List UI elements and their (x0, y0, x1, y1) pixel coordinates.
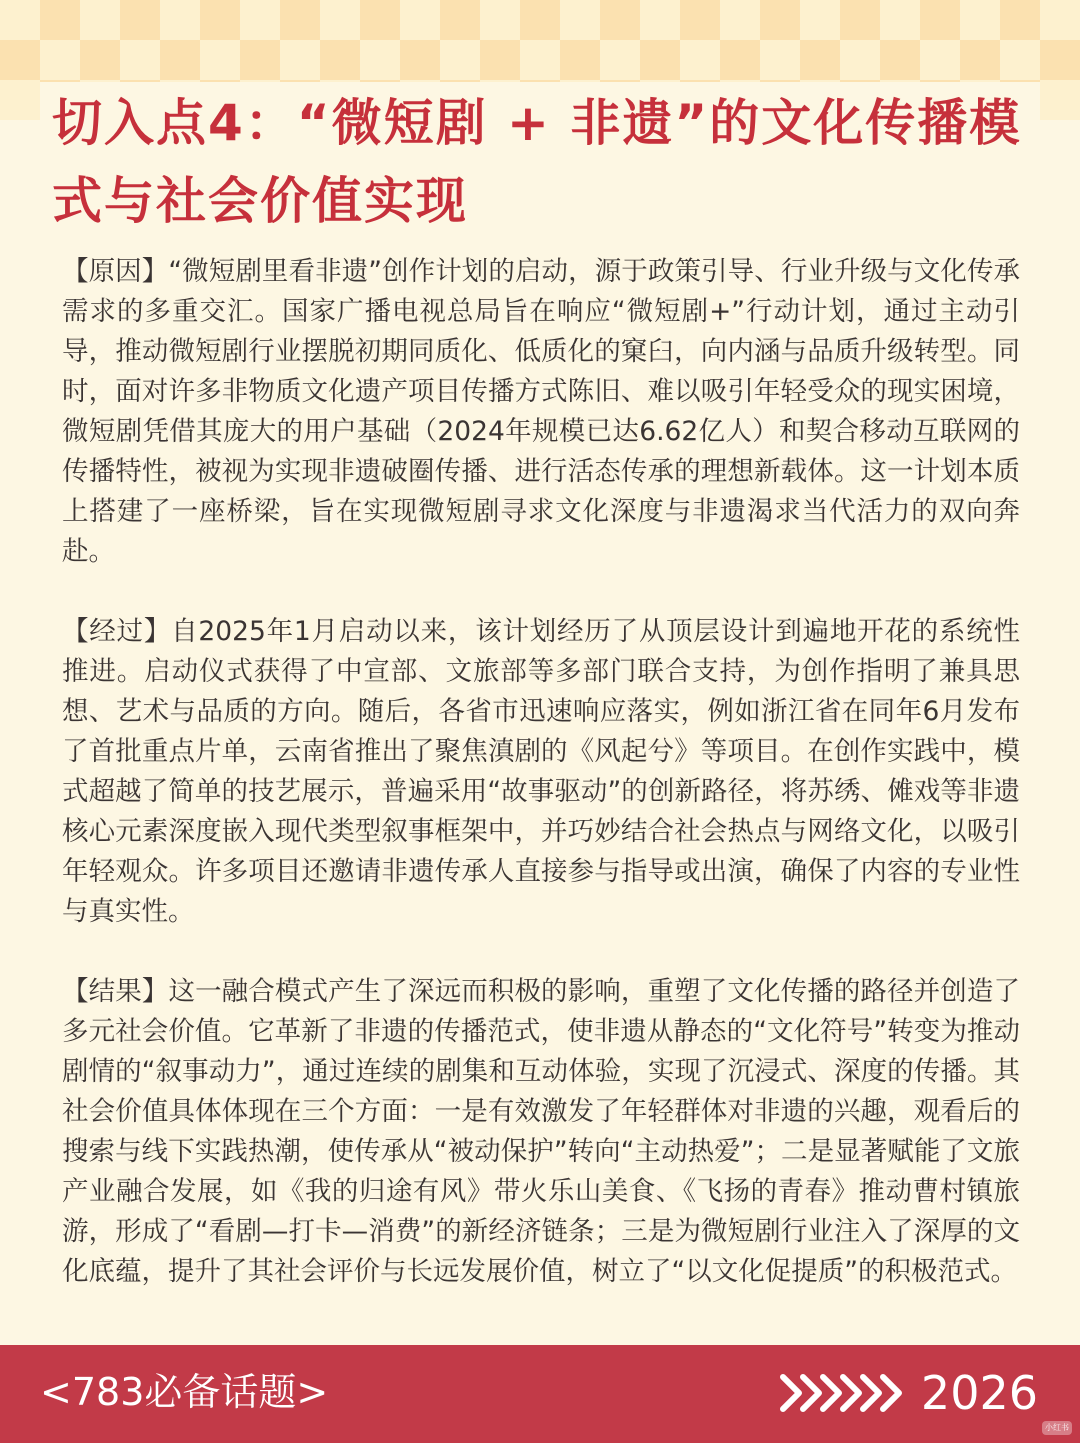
paragraph-reason: 【原因】“微短剧里看非遗”创作计划的启动，源于政策引导、行业升级与文化传承需求的多重交汇。国家广播电视总局旨在响应“微短剧+”行动计划，通过主动引导，推动微短剧行业摆脱初期同质化、低质化的窠臼，向内涵与品质升级转型。同时，面对许多非物质文化遗产项目传播方式陈旧、难以吸引年轻受众的现实困境，微短剧凭借其庞大的用户基础（2024年规模已达6.62亿人）和契合移动互联网的传播特性，被视为实现非遗破圈传播、进行活态传承的理想新载体。这一计划本质上搭建了一座桥梁，旨在实现微短剧寻求文化深度与非遗渴求当代活力的双向奔赴。 (62, 256, 1020, 567)
article-body (62, 252, 1020, 1292)
footer-right-group (779, 1363, 1038, 1423)
paragraph-result: 【结果】这一融合模式产生了深远而积极的影响，重塑了文化传播的路径并创造了多元社会价值。它革新了非遗的传播范式，使非遗从静态的“文化符号”转变为推动剧情的“叙事动力”，通过连续的剧集和互动体验，实现了沉浸式、深度的传播。其社会价值具体体现在三个方面：一是有效激发了年轻群体对非遗的兴趣，观看后的搜索与线下实践热潮，使传承从“被动保护”转向“主动热爱”；二是显著赋能了文旅产业融合发展，如《我的归途有风》带火乐山美食、《飞扬的青春》推动曹村镇旅游，形成了“看剧—打卡—消费”的新经济链条；三是为微短剧行业注入了深厚的文化底蕴，提升了其社会评价与长远发展价值，树立了“以文化促提质”的积极范式。 (62, 976, 1020, 1287)
footer-topic-tag: <783必备话题> (40, 1370, 329, 1414)
footer-bar (0, 1345, 1080, 1443)
page-title: 切入点4：“微短剧 + 非遗”的文化传播模式与社会价值实现 (52, 94, 1022, 230)
paragraph-process: 【经过】自2025年1月启动以来，该计划经历了从顶层设计到遍地开花的系统性推进。启动仪式获得了中宣部、文旅部等多部门联合支持，为创作指明了兼具思想、艺术与品质的方向。随后，各省市迅速响应落实，例如浙江省在同年6月发布了首批重点片单，云南省推出了聚焦滇剧的《风起兮》等项目。在创作实践中，模式超越了简单的技艺展示，普遍采用“故事驱动”的创新路径，将苏绣、傩戏等非遗核心元素深度嵌入现代类型叙事框架中，并巧妙结合社会热点与网络文化，以吸引年轻观众。许多项目还邀请非遗传承人直接参与指导或出演，确保了内容的专业性与真实性。 (62, 616, 1020, 927)
chevrons-right-icon (779, 1371, 911, 1415)
platform-watermark: 小红书 (1042, 1421, 1072, 1435)
footer-year: 2026 (920, 1366, 1038, 1420)
